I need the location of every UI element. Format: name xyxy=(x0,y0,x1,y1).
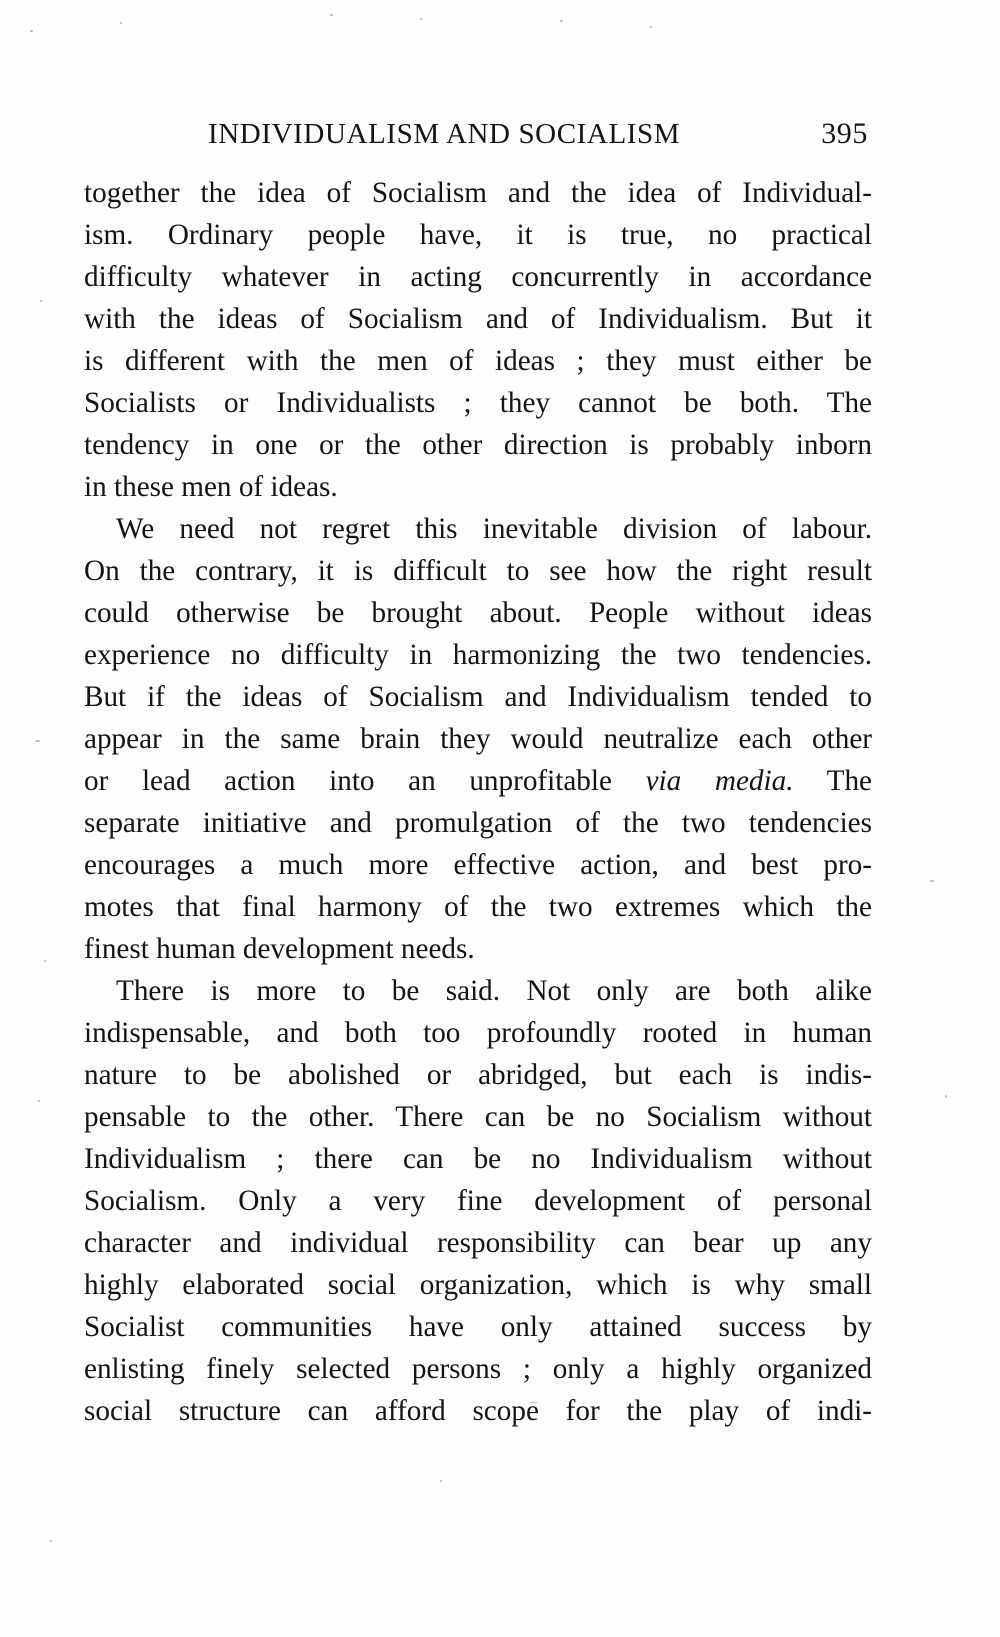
paragraph-start-line: There is more to be said. Not only are both alike xyxy=(116,975,872,1007)
text-line: tendency in one or the other direction is probably inborn xyxy=(84,429,872,461)
running-head xyxy=(208,117,868,157)
text-line: is different with the men of ideas ; they must either be xyxy=(84,345,872,377)
text-line: together the idea of Socialism and the idea of Individual- xyxy=(84,177,872,209)
scan-speck xyxy=(650,26,652,28)
text-line: On the contrary, it is difficult to see how the right result xyxy=(84,555,872,587)
text-line: difficulty whatever in acting concurrently in accordance xyxy=(84,261,872,293)
text-line: ism. Ordinary people have, it is true, no practical xyxy=(84,219,872,251)
scan-speck xyxy=(945,1095,947,1098)
text-line: enlisting finely selected persons ; only a highly organized xyxy=(84,1353,872,1385)
scan-speck xyxy=(35,740,40,742)
scan-speck xyxy=(930,880,934,882)
scan-speck xyxy=(120,22,122,24)
text-line: could otherwise be brought about. People without ideas xyxy=(84,597,872,629)
text-line: nature to be abolished or abridged, but each is indis- xyxy=(84,1059,872,1091)
text-line: appear in the same brain they would neutralize each other xyxy=(84,723,872,755)
text-line: But if the ideas of Socialism and Individualism tended to xyxy=(84,681,872,713)
scan-speck xyxy=(420,18,422,20)
text-line: Socialists or Individualists ; they cannot be both. The xyxy=(84,387,872,419)
text-line: social structure can afford scope for the play of indi- xyxy=(84,1395,872,1427)
text-line: separate initiative and promulgation of the two tendencies xyxy=(84,807,872,839)
text-fragment: The xyxy=(793,765,872,797)
paragraph-end-line: finest human development needs. xyxy=(84,933,475,965)
scan-speck xyxy=(50,1540,52,1542)
text-line: with the ideas of Socialism and of Individualism. But it xyxy=(84,303,872,335)
scan-speck xyxy=(38,1100,40,1102)
text-line: Socialism. Only a very fine development of personal xyxy=(84,1185,872,1217)
scan-speck xyxy=(560,20,563,22)
scan-speck xyxy=(30,30,33,32)
running-head-title: INDIVIDUALISM AND SOCIALISM xyxy=(208,118,681,150)
paragraph-start-line: We need not regret this inevitable division of labour. xyxy=(116,513,872,545)
text-line: highly elaborated social organization, which is why small xyxy=(84,1269,872,1301)
text-line: experience no difficulty in harmonizing the two tendencies. xyxy=(84,639,872,671)
italic-phrase: via media. xyxy=(645,765,794,797)
text-line-italic xyxy=(84,760,872,802)
text-line: character and individual responsibility can bear up any xyxy=(84,1227,872,1259)
text-line: Socialist communities have only attained success by xyxy=(84,1311,872,1343)
scan-speck xyxy=(44,960,46,962)
page-number: 395 xyxy=(821,117,868,150)
scan-speck xyxy=(530,1402,538,1403)
text-line: encourages a much more effective action, and best pro- xyxy=(84,849,872,881)
scan-speck xyxy=(440,1480,442,1482)
text-line: indispensable, and both too profoundly rooted in human xyxy=(84,1017,872,1049)
text-line: Individualism ; there can be no Individualism without xyxy=(84,1143,872,1175)
text-line: motes that final harmony of the two extremes which the xyxy=(84,891,872,923)
scan-speck xyxy=(330,14,333,16)
text-fragment: or lead action into an unprofitable xyxy=(84,765,646,797)
paragraph-end-line: in these men of ideas. xyxy=(84,471,338,503)
text-line: pensable to the other. There can be no Socialism without xyxy=(84,1101,872,1133)
scan-speck xyxy=(40,300,42,302)
body-text xyxy=(84,172,872,1432)
